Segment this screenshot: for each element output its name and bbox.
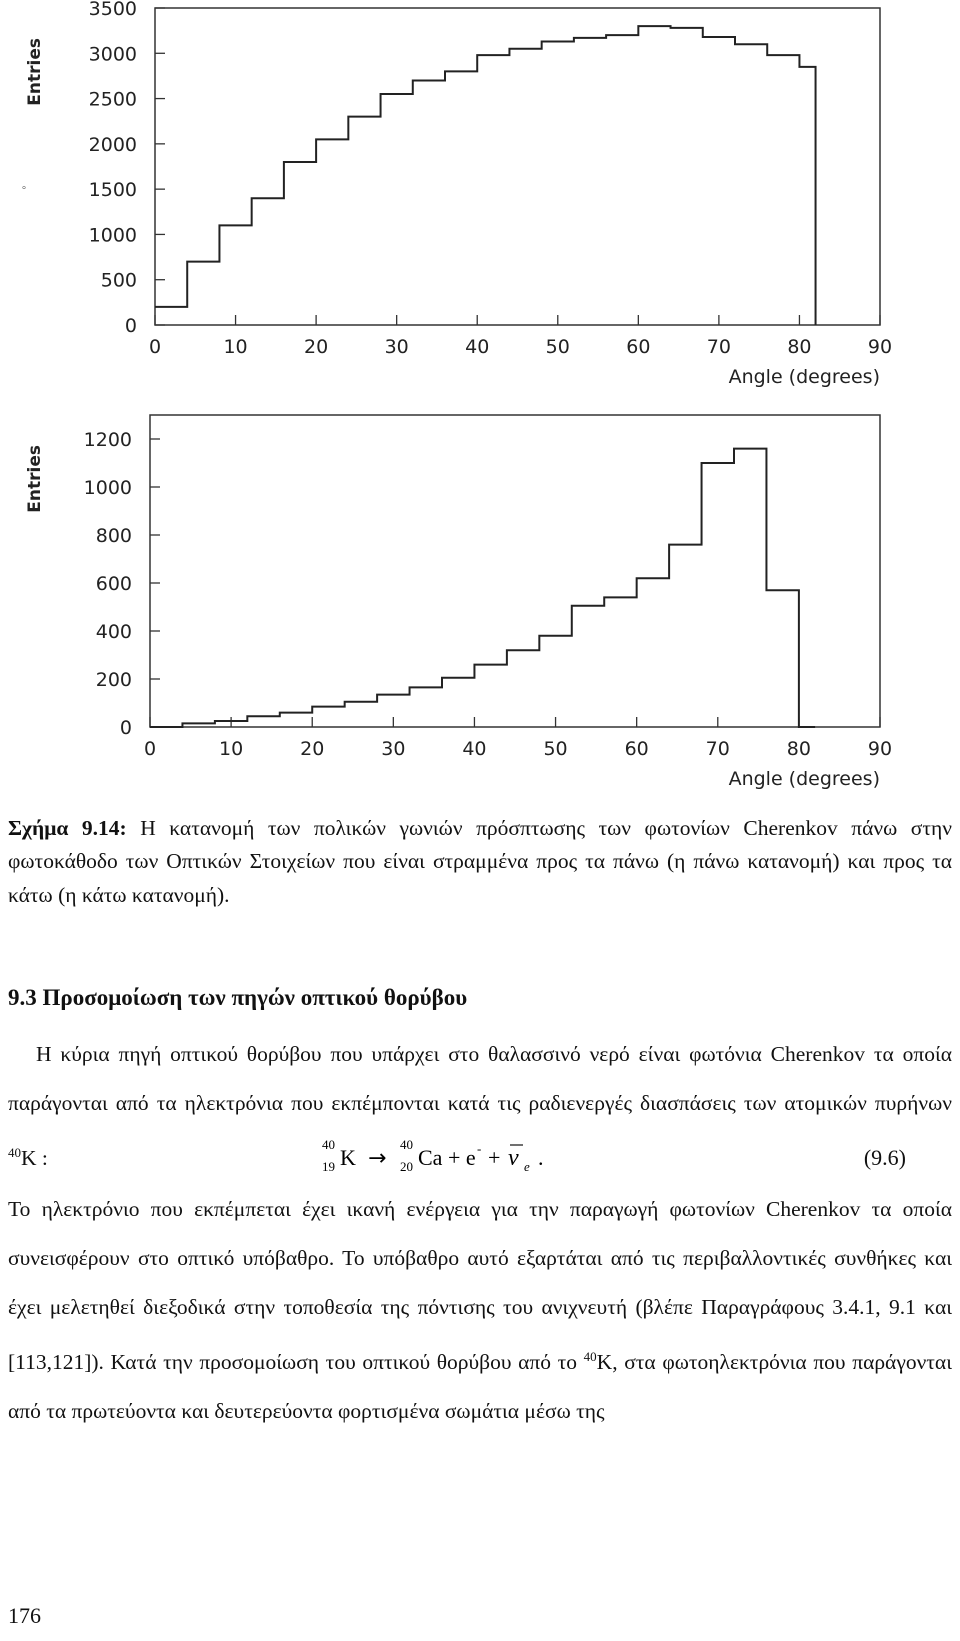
- y-axis-label: Entries: [25, 38, 45, 106]
- svg-text:40: 40: [400, 1137, 413, 1152]
- y-tick-label: 200: [95, 669, 132, 691]
- y-tick-label: 600: [95, 573, 132, 595]
- histogram-bin: [767, 55, 799, 325]
- x-tick-label: 40: [462, 738, 487, 760]
- histogram-bin: [219, 225, 251, 325]
- svg-text:+: +: [488, 1145, 501, 1170]
- svg-text:e: e: [524, 1159, 530, 1174]
- histogram-bin: [669, 545, 701, 727]
- histogram-bin: [215, 721, 247, 727]
- histogram-bin: [799, 67, 815, 325]
- x-tick-label: 10: [219, 738, 244, 760]
- histogram-bin: [703, 37, 735, 325]
- histogram-bin: [345, 702, 377, 727]
- histogram-bin: [507, 650, 539, 727]
- paragraph-1-end: K :: [21, 1146, 48, 1171]
- histogram-bin: [735, 44, 767, 325]
- svg-text:19: 19: [322, 1159, 335, 1174]
- x-tick-label: 50: [545, 336, 570, 358]
- histogram-bin: [316, 139, 348, 325]
- histogram-bin: [574, 38, 606, 325]
- y-tick-label: 1000: [88, 224, 137, 247]
- k40-mass-number: 40: [8, 1145, 21, 1160]
- page-number: 176: [8, 1603, 41, 1628]
- svg-text:20: 20: [400, 1159, 413, 1174]
- histogram-bin: [766, 590, 798, 727]
- equation-number: (9.6): [863, 1145, 906, 1170]
- histogram-bin: [182, 723, 214, 727]
- y-axis-label: Entries: [25, 445, 45, 513]
- svg-text:40: 40: [322, 1137, 335, 1152]
- x-tick-label: 70: [706, 336, 731, 358]
- downward-angle-histogram: [0, 395, 960, 795]
- histogram-bin: [381, 94, 413, 325]
- x-tick-label: 90: [867, 336, 893, 358]
- histogram-bin: [410, 687, 442, 727]
- histogram-bin: [348, 117, 380, 325]
- y-tick-label: 500: [100, 269, 137, 292]
- x-tick-label: 60: [626, 336, 651, 358]
- equation-formula: [320, 1135, 580, 1185]
- paragraph-2: [8, 1185, 952, 1436]
- x-tick-label: 70: [705, 738, 730, 760]
- svg-text:K: K: [340, 1145, 356, 1170]
- histogram-bin: [671, 28, 703, 325]
- histogram-bin: [638, 26, 670, 325]
- histogram-bin: [509, 49, 541, 325]
- histogram-bin: [539, 636, 571, 727]
- histogram-bin: [445, 71, 477, 325]
- figure-caption: [8, 812, 952, 912]
- histogram-bin: [477, 55, 509, 325]
- x-tick-label: 30: [381, 738, 406, 760]
- svg-text:→: →: [368, 1146, 387, 1171]
- histogram-bin: [284, 162, 316, 325]
- histogram-bin: [280, 713, 312, 727]
- upward-angle-histogram: [0, 0, 960, 390]
- y-tick-label: 2500: [88, 88, 137, 111]
- x-axis-label: Angle (degrees): [728, 366, 880, 388]
- caption-text: Η κατανομή των πολικών γωνιών πρόσπτωσης των φωτονίων Cherenkov πάνω στην φωτοκάθοδο των Οπτικών Στοιχείων που είναι στραμμένα προς τα πάνω (η πάνω κατανομή) και προς τα κάτω (η κάτω κατανομή).: [8, 816, 952, 907]
- histogram-bin: [604, 597, 636, 727]
- svg-text:.: .: [538, 1145, 544, 1170]
- histogram-bin: [252, 198, 284, 325]
- x-tick-label: 20: [304, 336, 329, 358]
- histogram-bin: [606, 35, 638, 325]
- histogram-bin: [442, 678, 474, 727]
- paragraph-2-text: Το ηλεκτρόνιο που εκπέμπεται έχει ικανή ενέργεια για την παραγωγή φωτονίων Cherenkov τα οποία συνεισφέρουν στο οπτικό υπόβαθρο. Το υπόβαθρο αυτό εξαρτάται από τις περιβαλλοντικές συνθήκες και έχει μελετηθεί διεξοδικά στην τοποθεσία της πόντισης του ανιχνευτή (βλέπε Παραγράφους 3.4.1, 9.1 και [113,121]). Κατά την προσομοίωση του οπτικού θορύβου από το: [8, 1197, 952, 1375]
- histogram-bin: [734, 449, 766, 727]
- paragraph-2-end: K, στα φωτοηλεκτρόνια που παράγονται από τα πρωτεύοντα και δευτερεύοντα φορτισμένα σωμάτια μέσω της: [8, 1350, 952, 1424]
- stray-mark: °: [22, 185, 26, 196]
- svg-text:ν: ν: [508, 1145, 519, 1171]
- paragraph-1-text: Η κύρια πηγή οπτικού θορύβου που υπάρχει στο θαλασσινό νερό είναι φωτόνια Cherenkov τα οποία παράγονται από τα ηλεκτρόνια που εκπέμπονται κατά τις ραδιενεργές διασπάσεις των ατομικών πυρήνων: [8, 1042, 952, 1115]
- x-tick-label: 40: [465, 336, 490, 358]
- x-tick-label: 10: [223, 336, 248, 358]
- svg-text:Ca + e: Ca + e: [418, 1145, 476, 1170]
- histogram-bin: [312, 707, 344, 727]
- y-tick-label: 0: [119, 717, 132, 739]
- section-title: 9.3 Προσομοίωση των πηγών οπτικού θορύβου: [8, 985, 468, 1010]
- y-tick-label: 0: [124, 315, 137, 337]
- histogram-bin: [187, 262, 219, 325]
- y-tick-label: 1500: [88, 179, 137, 202]
- histogram-bin: [155, 307, 187, 325]
- x-tick-label: 80: [786, 738, 811, 760]
- y-tick-label: 1000: [83, 477, 132, 499]
- y-tick-label: 3500: [88, 0, 137, 20]
- histogram-bin: [702, 463, 734, 727]
- histogram-bin: [542, 42, 574, 325]
- y-tick-label: 1200: [83, 429, 132, 451]
- histogram-bin: [572, 606, 604, 727]
- histogram-bin: [413, 80, 445, 325]
- x-tick-label: 50: [543, 738, 568, 760]
- histogram-bin: [474, 665, 506, 727]
- equation-9-6: [320, 1135, 960, 1185]
- histogram-bin: [377, 695, 409, 727]
- histogram-bin: [637, 578, 669, 727]
- x-tick-label: 30: [384, 336, 409, 358]
- x-tick-label: 0: [143, 738, 157, 760]
- histogram-bin: [247, 716, 279, 727]
- caption-lead: Σχήμα 9.14:: [8, 816, 127, 840]
- y-tick-label: 400: [95, 621, 132, 643]
- x-tick-label: 60: [624, 738, 649, 760]
- x-tick-label: 20: [300, 738, 325, 760]
- svg-text:-: -: [477, 1141, 482, 1156]
- x-tick-label: 0: [148, 336, 162, 358]
- chart-upward: [0, 0, 960, 390]
- x-tick-label: 90: [867, 738, 893, 760]
- chart-downward: [0, 395, 960, 795]
- y-tick-label: 800: [95, 525, 132, 547]
- x-axis-label: Angle (degrees): [728, 768, 880, 790]
- y-tick-label: 2000: [88, 133, 137, 156]
- x-tick-label: 80: [787, 336, 812, 358]
- k40-mass-number-2: 40: [583, 1349, 597, 1364]
- y-tick-label: 3000: [88, 43, 137, 66]
